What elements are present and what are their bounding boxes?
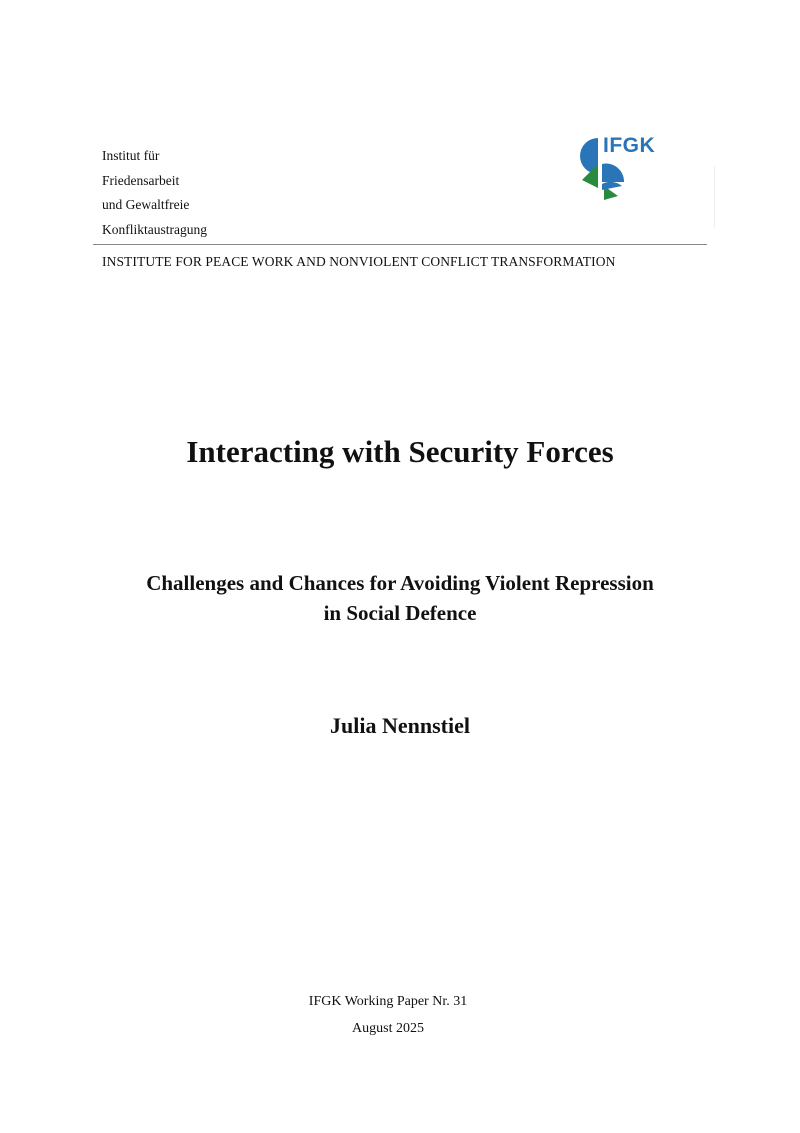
logo-blue-quarter [602,164,624,182]
institute-name-line: Institut für [102,148,160,163]
institute-name-line: Friedensarbeit [102,172,180,188]
institute-name-german [102,144,207,242]
author-name: Julia Nennstiel [330,713,470,738]
document-subtitle [80,568,720,628]
institute-name-line: und Gewaltfreie [102,197,190,212]
institute-name-english: INSTITUTE FOR PEACE WORK AND NONVIOLENT CONFLICT TRANSFORMATION [102,254,616,269]
subtitle-line: in Social Defence [323,601,477,625]
logo-divider [714,166,715,228]
document-title: Interacting with Security Forces [186,434,614,469]
logo-wordmark: IFGK [603,134,656,157]
publication-date: August 2025 [352,1021,424,1036]
subtitle-line: Challenges and Chances for Avoiding Violent Repression [146,571,654,595]
header-divider [93,244,707,245]
logo-blue-lower [602,182,622,190]
series-info: IFGK Working Paper Nr. 31 [308,994,468,1009]
institute-name-line: Konfliktaustragung [102,221,207,237]
